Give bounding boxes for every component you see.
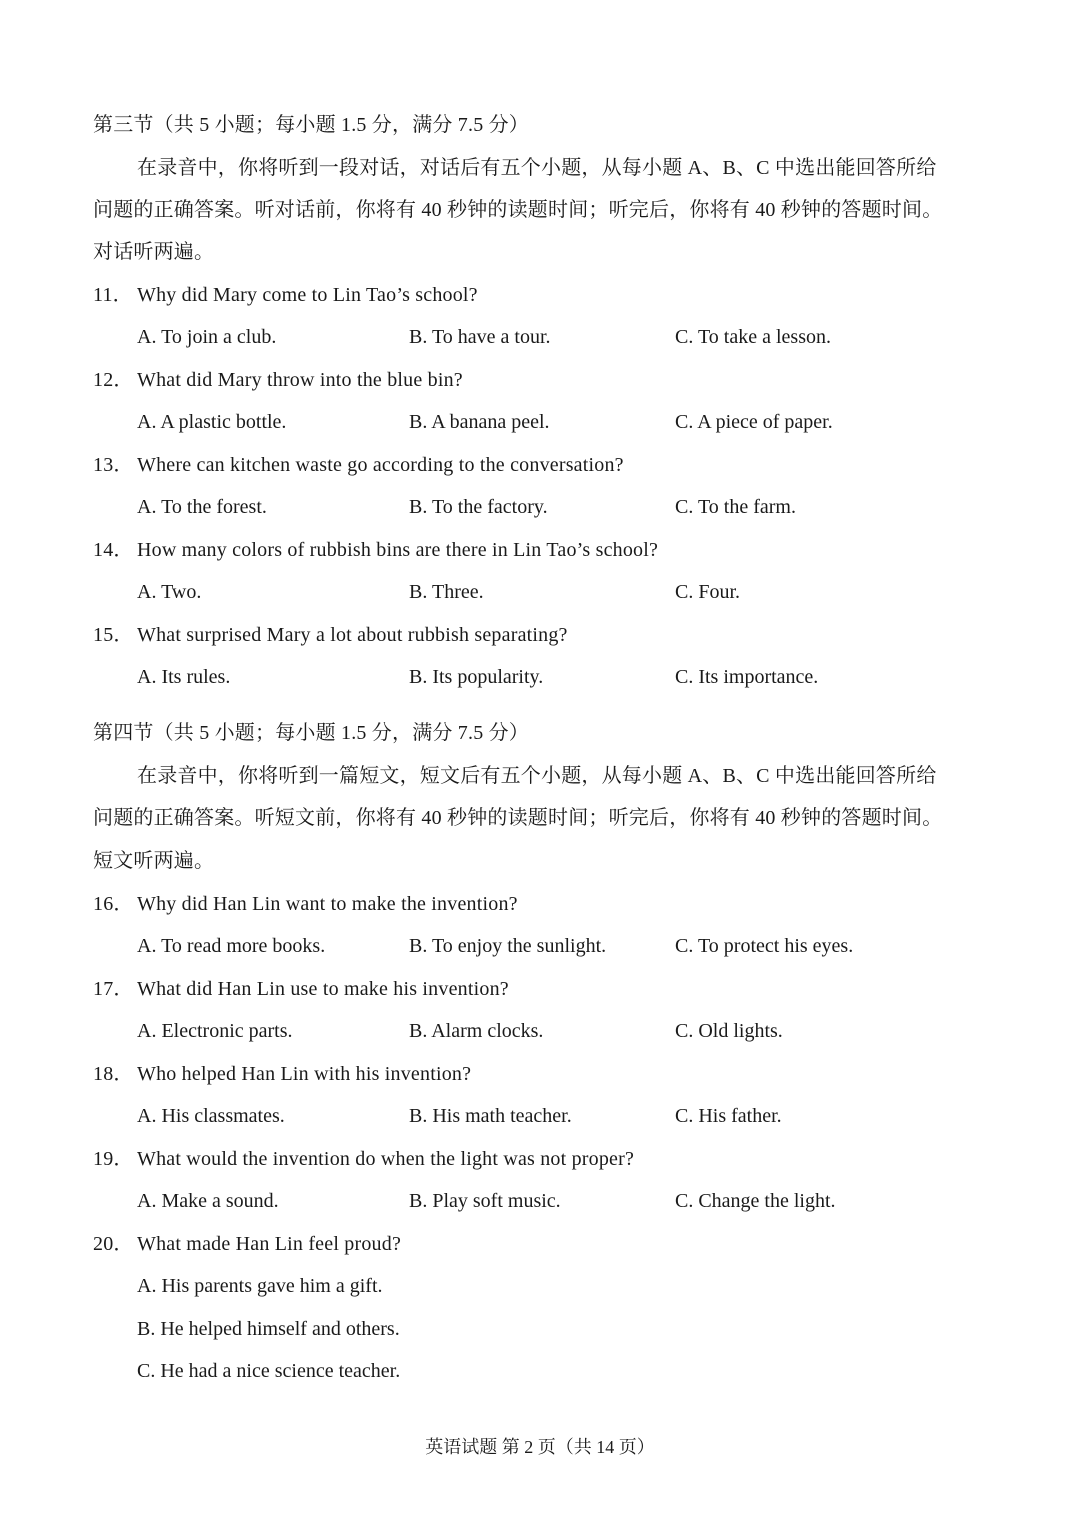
q15-option-c: C. Its importance.: [675, 666, 819, 688]
q12-option-b: B. A banana peel.: [409, 411, 550, 433]
q18-option-b: B. His math teacher.: [409, 1105, 572, 1127]
q18-option-c: C. His father.: [675, 1105, 782, 1127]
question-text: Who helped Han Lin with his invention?: [137, 1063, 472, 1085]
q19-option-c: C. Change the light.: [675, 1190, 836, 1212]
question-text: What would the invention do when the light was not proper?: [137, 1148, 635, 1170]
question-number: 11．: [93, 284, 133, 306]
question-number: 19．: [93, 1148, 134, 1170]
q17-option-a: A. Electronic parts.: [137, 1020, 293, 1042]
q18-option-a: A. His classmates.: [137, 1105, 285, 1127]
q13-option-b: B. To the factory.: [409, 496, 548, 518]
question-text: Why did Han Lin want to make the invention?: [137, 893, 518, 915]
page-footer: 英语试题 第 2 页（共 14 页）: [425, 1437, 655, 1457]
q16-option-b: B. To enjoy the sunlight.: [409, 935, 607, 957]
question-number: 13．: [93, 454, 134, 476]
q11-option-a: A. To join a club.: [137, 326, 277, 348]
question-17: [93, 976, 509, 1002]
q14-option-c: C. Four.: [675, 581, 741, 603]
q17-option-b: B. Alarm clocks.: [409, 1020, 544, 1042]
q17-option-c: C. Old lights.: [675, 1020, 783, 1042]
q20-option-c: C. He had a nice science teacher.: [137, 1360, 401, 1382]
question-text: What made Han Lin feel proud?: [137, 1233, 402, 1255]
q19-option-b: B. Play soft music.: [409, 1190, 561, 1212]
q14-option-b: B. Three.: [409, 581, 484, 603]
question-number: 18．: [93, 1063, 134, 1085]
section3-heading: 第三节（共 5 小题；每小题 1.5 分，满分 7.5 分）: [93, 114, 529, 136]
section4-instruction-line-2: 问题的正确答案。听短文前，你将有 40 秒钟的读题时间；听完后，你将有 40 秒钟的答题时间。: [93, 807, 943, 829]
q13-option-a: A. To the forest.: [137, 496, 267, 518]
question-text: How many colors of rubbish bins are there in Lin Tao’s school?: [137, 539, 659, 561]
question-text: What surprised Mary a lot about rubbish separating?: [137, 624, 568, 646]
question-text: Where can kitchen waste go according to the conversation?: [137, 454, 624, 476]
q20-option-b: B. He helped himself and others.: [137, 1318, 400, 1340]
q15-option-b: B. Its popularity.: [409, 666, 544, 688]
q14-option-a: A. Two.: [137, 581, 202, 603]
q16-option-a: A. To read more books.: [137, 935, 326, 957]
question-number: 20．: [93, 1233, 134, 1255]
question-14: [93, 537, 658, 563]
question-19: [93, 1146, 634, 1172]
question-11: [93, 282, 478, 308]
question-18: [93, 1061, 471, 1087]
question-number: 17．: [93, 978, 134, 1000]
question-12: [93, 367, 463, 393]
q16-option-c: C. To protect his eyes.: [675, 935, 854, 957]
q11-option-b: B. To have a tour.: [409, 326, 551, 348]
q19-option-a: A. Make a sound.: [137, 1190, 279, 1212]
question-number: 14．: [93, 539, 134, 561]
question-16: [93, 891, 518, 917]
question-text: What did Han Lin use to make his invention?: [137, 978, 509, 1000]
question-20: [93, 1231, 401, 1257]
q13-option-c: C. To the farm.: [675, 496, 796, 518]
question-text: What did Mary throw into the blue bin?: [137, 369, 463, 391]
question-number: 12．: [93, 369, 134, 391]
question-number: 16．: [93, 893, 134, 915]
section3-instruction-line-2: 问题的正确答案。听对话前，你将有 40 秒钟的读题时间；听完后，你将有 40 秒钟的答题时间。: [93, 199, 943, 221]
q11-option-c: C. To take a lesson.: [675, 326, 831, 348]
q15-option-a: A. Its rules.: [137, 666, 231, 688]
question-number: 15．: [93, 624, 134, 646]
section3-instruction-line-1: 在录音中，你将听到一段对话，对话后有五个小题，从每小题 A、B、C 中选出能回答所给: [137, 157, 937, 179]
section3-instruction-line-3: 对话听两遍。: [93, 241, 215, 263]
question-15: [93, 622, 568, 648]
section4-instruction-line-3: 短文听两遍。: [93, 850, 215, 872]
q20-option-a: A. His parents gave him a gift.: [137, 1275, 383, 1297]
section4-heading: 第四节（共 5 小题；每小题 1.5 分，满分 7.5 分）: [93, 722, 529, 744]
q12-option-a: A. A plastic bottle.: [137, 411, 287, 433]
question-text: Why did Mary come to Lin Tao’s school?: [137, 284, 478, 306]
section4-instruction-line-1: 在录音中，你将听到一篇短文，短文后有五个小题，从每小题 A、B、C 中选出能回答所给: [137, 765, 937, 787]
question-13: [93, 452, 624, 478]
q12-option-c: C. A piece of paper.: [675, 411, 833, 433]
